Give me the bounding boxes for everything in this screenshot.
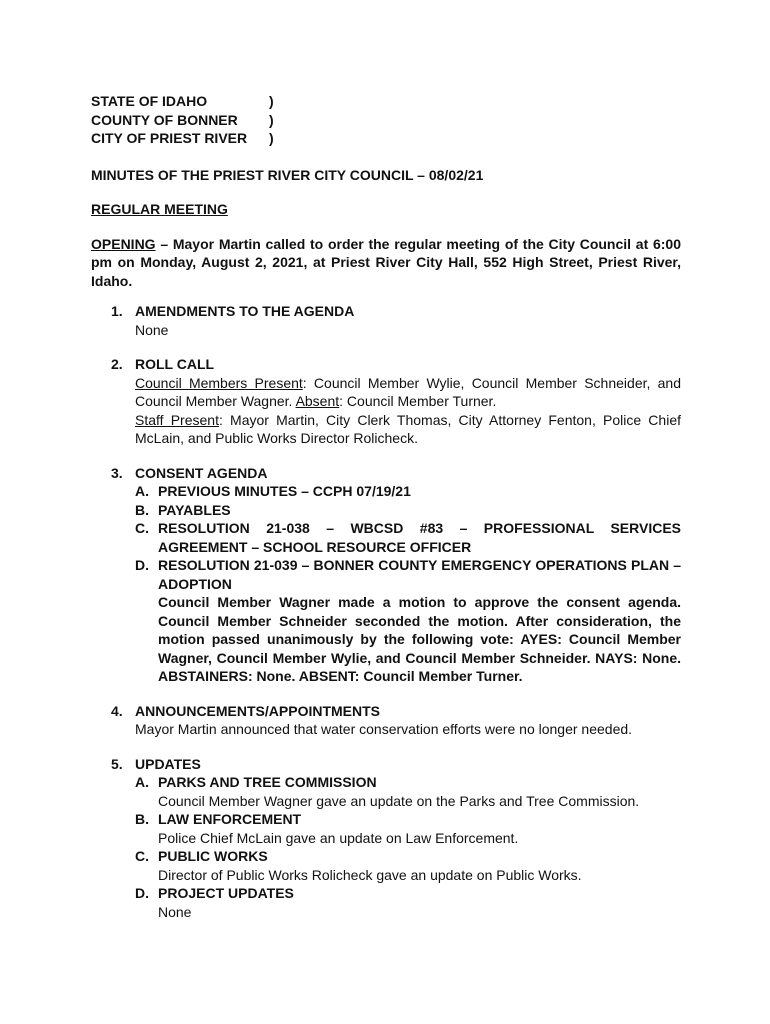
consent-sub-b <box>135 501 681 520</box>
caption-county: COUNTY OF BONNER <box>91 111 238 128</box>
update-public-works-title <box>135 847 681 866</box>
item-heading: AMENDMENTS TO THE AGENDA <box>135 303 355 319</box>
item-number: 2. <box>111 356 123 372</box>
council-present <box>135 374 681 411</box>
minutes-document <box>91 92 681 937</box>
sub-text: PAYABLES <box>158 501 231 518</box>
sub-title: PROJECT UPDATES <box>158 885 294 901</box>
sub-letter: A. <box>135 483 149 499</box>
consent-sub-d <box>135 556 681 593</box>
agenda-item-amendments <box>91 302 681 339</box>
sub-letter: D. <box>135 557 149 573</box>
item-body: Mayor Martin announced that water conservation efforts were no longer needed. <box>135 721 633 737</box>
document-title: MINUTES OF THE PRIEST RIVER CITY COUNCIL – 08/02/21 <box>91 166 484 183</box>
caption-bracket: ) <box>269 111 274 128</box>
item-number: 3. <box>111 464 123 481</box>
absent-label: Absent <box>295 393 340 409</box>
agenda-item-consent <box>91 464 681 686</box>
update-projects-body: None <box>158 903 192 920</box>
present-text: : Council Member Wylie, Council Member Schneider, and Council Member Wagner. <box>135 374 681 409</box>
sub-text: RESOLUTION 21-038 – WBCSD #83 – PROFESSIONAL SERVICES AGREEMENT – SCHOOL RESOURCE OFFICER <box>158 520 681 555</box>
meeting-type: REGULAR MEETING <box>91 201 228 217</box>
opening-label: OPENING <box>91 235 156 252</box>
item-number: 5. <box>111 755 123 772</box>
sub-letter: D. <box>135 885 149 901</box>
item-heading: ROLL CALL <box>135 356 215 372</box>
sub-title: PUBLIC WORKS <box>158 848 268 864</box>
update-law-body: Police Chief McLain gave an update on Law Enforcement. <box>158 829 519 846</box>
agenda-item-updates <box>91 755 681 922</box>
staff-label: Staff Present <box>135 411 219 428</box>
item-heading: CONSENT AGENDA <box>135 464 268 481</box>
caption-bracket: ) <box>269 130 274 146</box>
staff-present <box>135 411 681 448</box>
item-number: 1. <box>111 303 123 319</box>
update-public-works-body: Director of Public Works Rolicheck gave an update on Public Works. <box>158 866 582 883</box>
item-body: None <box>135 321 169 338</box>
sub-letter: C. <box>135 520 149 536</box>
absent-text: : Council Member Turner. <box>339 393 497 409</box>
opening-text: – Mayor Martin called to order the regular meeting of the City Council at 6:00 pm on Monday, August 2, 2021, at Priest River City Hall, 552 High Street, Priest River, Idaho. <box>91 235 681 289</box>
update-parks-body: Council Member Wagner gave an update on the Parks and Tree Commission. <box>158 792 640 809</box>
consent-motion: Council Member Wagner made a motion to approve the consent agenda. Council Member Schneider seconded the motion. After consideration, the motion passed unanimously by the following vote: AYES: Council Member Wagner, Council Member Wylie, and Council Member Schneider. NAYS: None. ABSTAINERS: None. ABSENT: Council Member Turner. <box>158 594 681 684</box>
sub-title: PARKS AND TREE COMMISSION <box>158 774 377 790</box>
agenda-list <box>91 302 681 921</box>
opening-paragraph <box>91 235 681 291</box>
caption-bracket: ) <box>269 93 274 109</box>
staff-text: : Mayor Martin, City Clerk Thomas, City Attorney Fenton, Police Chief McLain, and Public Works Director Rolicheck. <box>135 411 681 446</box>
sub-letter: B. <box>135 501 149 518</box>
update-law-title <box>135 810 681 829</box>
sub-letter: A. <box>135 774 149 790</box>
item-number: 4. <box>111 702 123 719</box>
caption-city: CITY OF PRIEST RIVER <box>91 130 248 146</box>
update-parks-title <box>135 773 681 792</box>
agenda-item-announcements <box>91 702 681 739</box>
sub-letter: C. <box>135 848 149 864</box>
sub-title: LAW ENFORCEMENT <box>158 811 302 827</box>
consent-sub-a <box>135 482 681 501</box>
sub-letter: B. <box>135 811 149 827</box>
item-heading: ANNOUNCEMENTS/APPOINTMENTS <box>135 702 381 719</box>
update-projects-title <box>135 884 681 903</box>
item-heading: UPDATES <box>135 755 201 772</box>
present-label: Council Members Present <box>135 374 303 391</box>
sub-text: PREVIOUS MINUTES – CCPH 07/19/21 <box>158 483 411 499</box>
jurisdiction-caption <box>91 92 681 148</box>
sub-text: RESOLUTION 21-039 – BONNER COUNTY EMERGENCY OPERATIONS PLAN – ADOPTION <box>158 557 681 592</box>
agenda-item-roll-call <box>91 355 681 448</box>
consent-sub-c <box>135 519 681 556</box>
caption-state: STATE OF IDAHO <box>91 93 208 109</box>
